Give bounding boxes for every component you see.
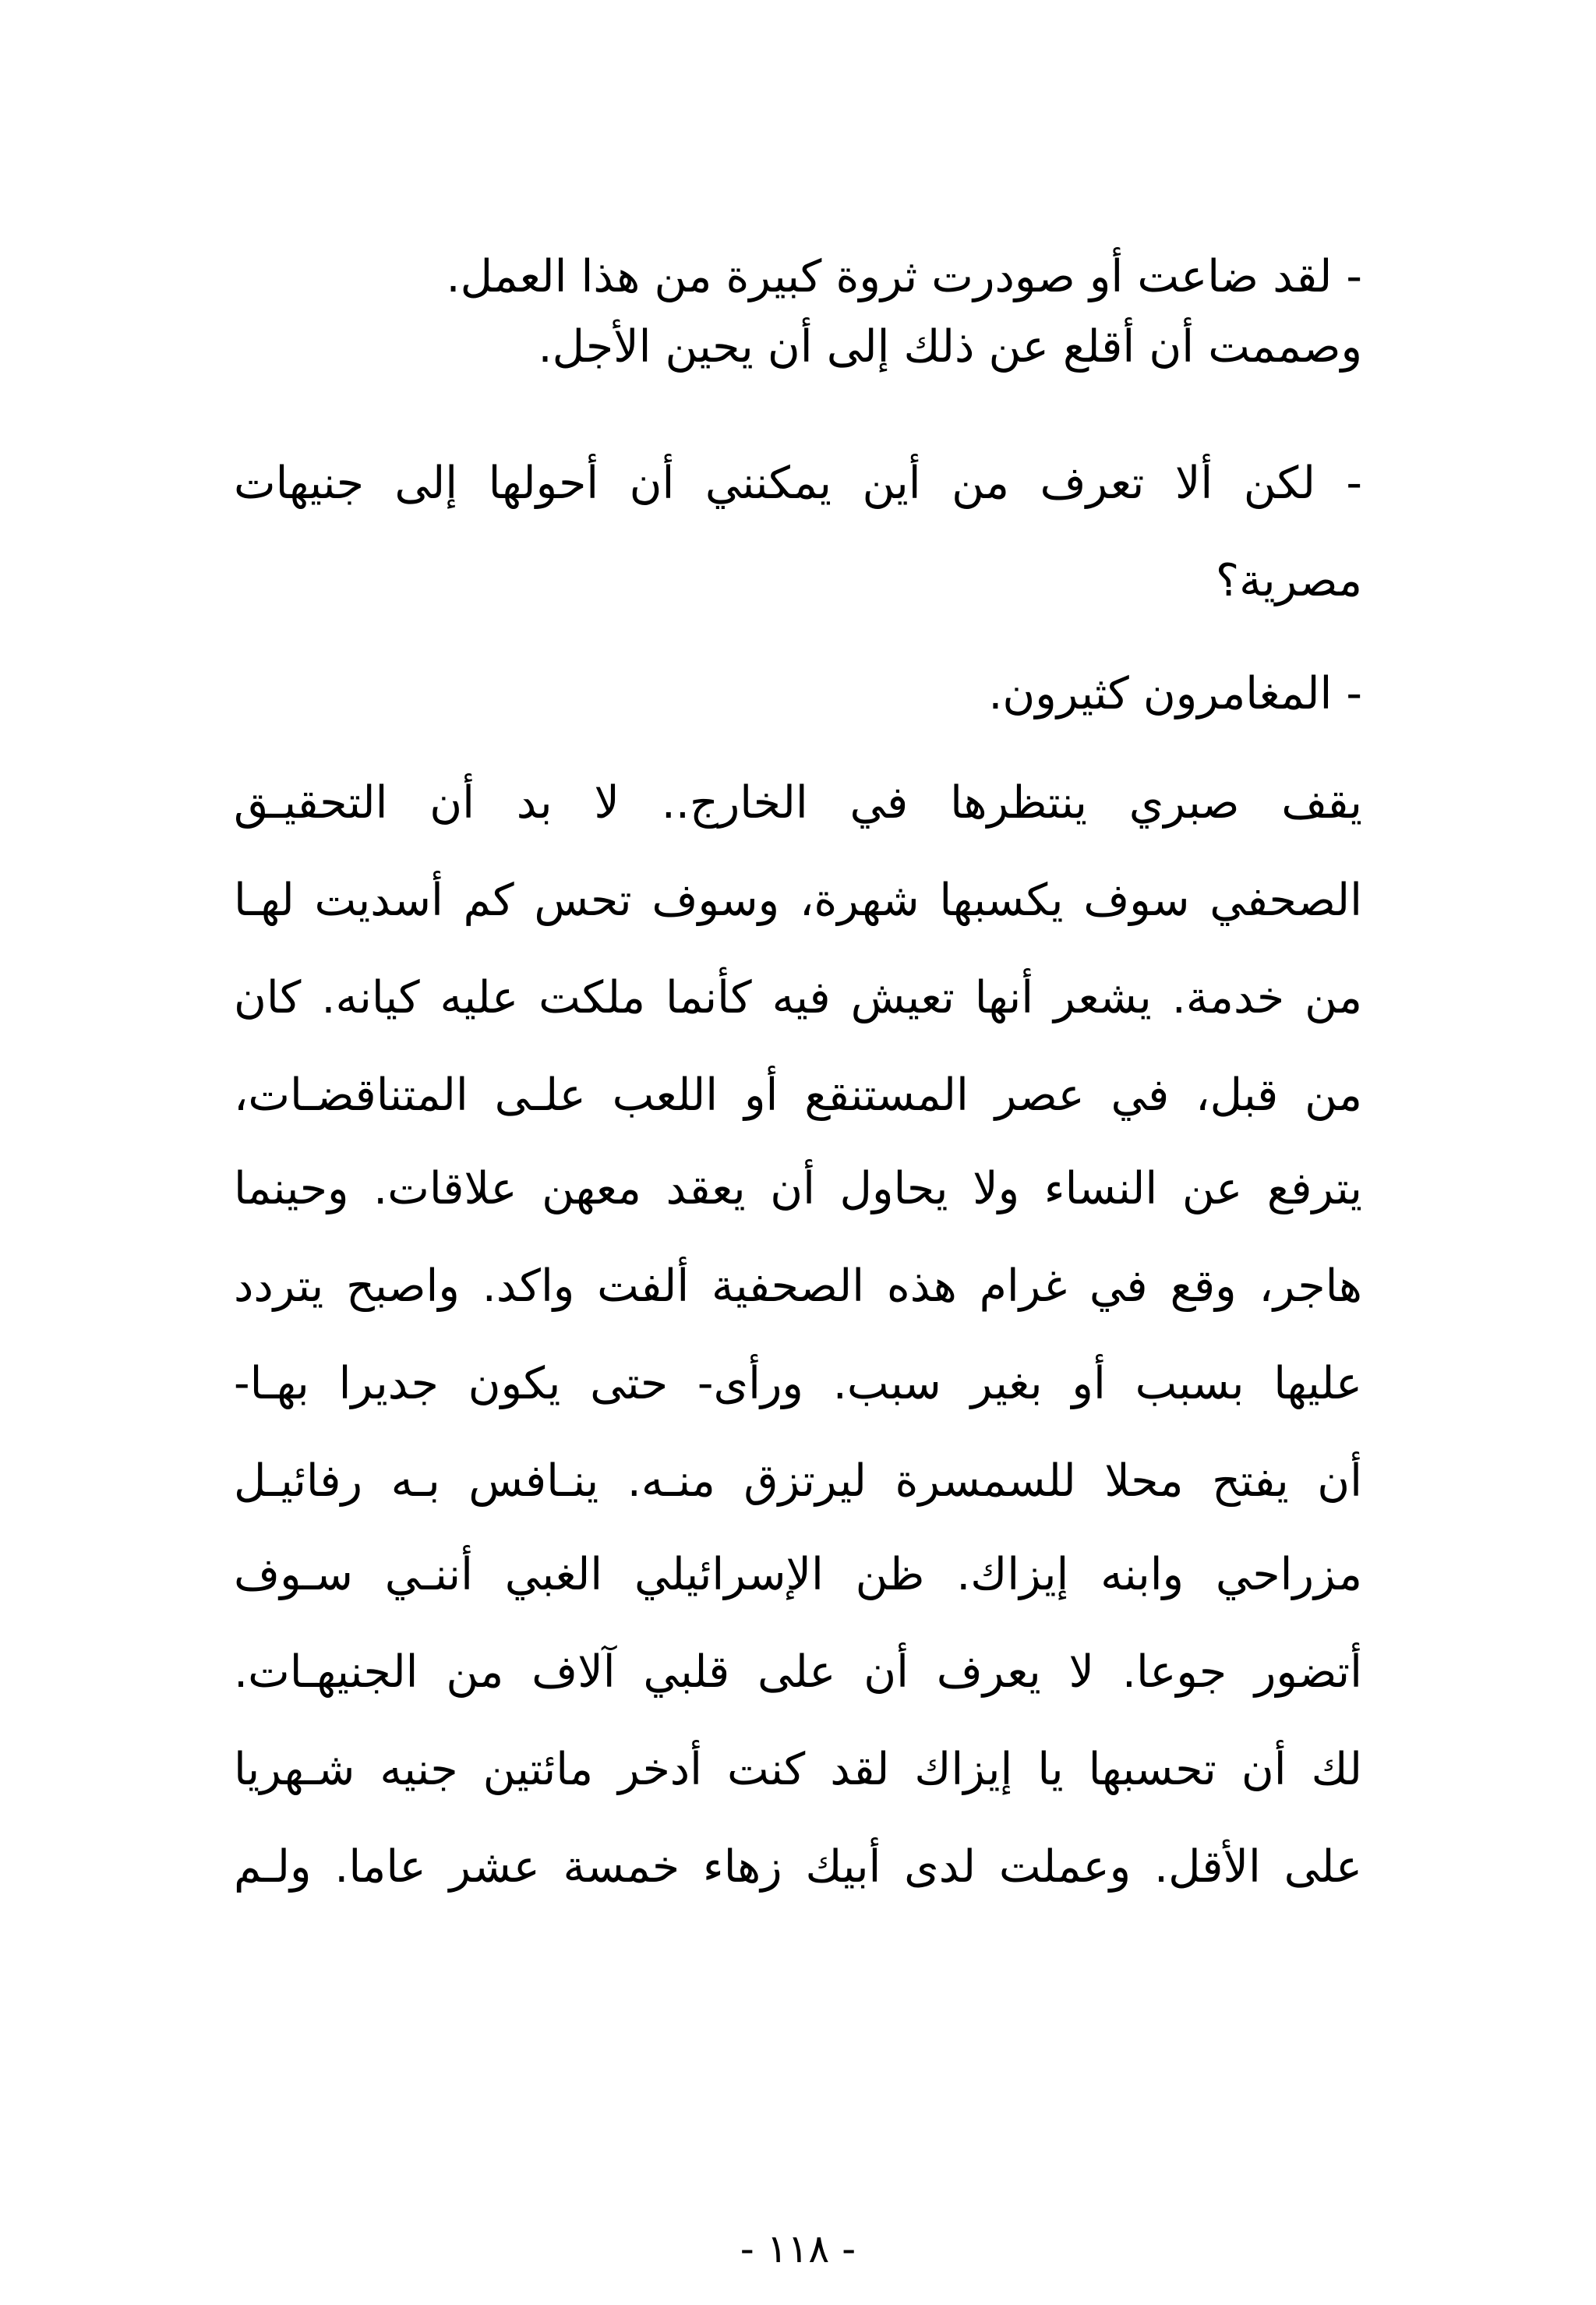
text-line-3: - لكن ألا تعرف من أين يمكنني أن أحولها إلى جنيهات: [234, 458, 1362, 509]
text-line-11: هاجر، وقع في غرام هذه الصحفية ألفت واكد. واصبح يتردد: [234, 1260, 1362, 1312]
page-number: - ١١٨ -: [740, 2226, 856, 2271]
text-line-7: الصحفي سوف يكسبها شهرة، وسوف تحس كم أسديت لهـا: [234, 875, 1362, 926]
text-line-4: مصرية؟: [1215, 555, 1362, 606]
text-line-16: لك أن تحسبها يا إيزاك لقد كنت أدخر مائتين جنيه شـهريا: [234, 1744, 1362, 1795]
text-line-6: يقف صبري ينتظرها في الخارج.. لا بد أن التحقيـق: [234, 777, 1362, 829]
text-line-13: أن يفتح محلا للسمسرة ليرتزق منـه. ينـافس بـه رفائيـل: [234, 1455, 1362, 1507]
text-line-2: وصممت أن أقلع عن ذلك إلى أن يحين الأجل.: [538, 321, 1362, 373]
text-line-15: أتضور جوعا. لا يعرف أن على قلبي آلاف من الجنيهـات.: [234, 1646, 1362, 1698]
text-line-1: - لقد ضاعت أو صودرت ثروة كبيرة من هذا العمل.: [446, 251, 1362, 302]
text-line-17: على الأقل. وعملت لدى أبيك زهاء خمسة عشر عاما. ولـم: [234, 1841, 1362, 1893]
text-line-9: من قبل، في عصر المستنقع أو اللعب علـى المتناقضـات،: [234, 1069, 1362, 1121]
text-line-8: من خدمة. يشعر أنها تعيش فيه كأنما ملكت عليه كيانه. كان: [234, 972, 1362, 1023]
text-line-10: يترفع عن النساء ولا يحاول أن يعقد معهن علاقات. وحينما: [234, 1163, 1362, 1214]
text-line-5: - المغامرون كثيرون.: [988, 668, 1362, 719]
text-line-12: عليها بسبب أو بغير سبب. ورأى- حتى يكون جديرا بهـا-: [234, 1358, 1362, 1409]
text-line-14: مزراحي وابنه إيزاك. ظن الإسرائيلي الغبي أننـي سـوف: [234, 1549, 1362, 1600]
